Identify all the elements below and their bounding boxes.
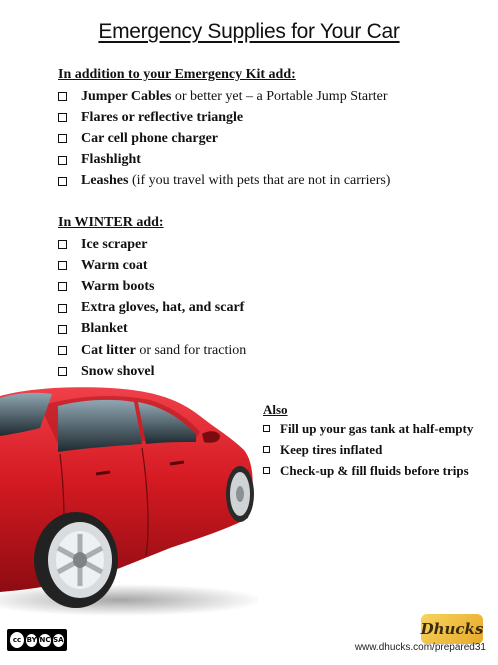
- item-label: Keep tires inflated: [280, 441, 383, 457]
- item-label: Check-up & fill fluids before trips: [280, 462, 469, 478]
- section-heading-kit: In addition to your Emergency Kit add:: [58, 67, 296, 82]
- list-item: [263, 460, 473, 481]
- list-item: [58, 128, 390, 149]
- checkbox-icon: [58, 177, 67, 186]
- dhucks-logo: [421, 614, 483, 644]
- checkbox-icon: [58, 113, 67, 122]
- item-label: Cat litter: [81, 342, 136, 358]
- checkbox-icon: [58, 92, 67, 101]
- list-item: [263, 418, 473, 439]
- item-label: Warm boots: [81, 278, 155, 294]
- checkbox-icon: [263, 467, 270, 474]
- item-label: Fill up your gas tank at half-empty: [280, 420, 474, 436]
- cc-nc-badge: NC: [39, 634, 50, 647]
- checkbox-icon: [58, 346, 67, 355]
- checkbox-icon: [263, 425, 270, 432]
- list-item: [58, 150, 390, 171]
- list-item: [58, 234, 246, 255]
- item-label: Ice scraper: [81, 236, 148, 252]
- item-detail: (if you travel with pets that are not in carriers): [128, 173, 391, 189]
- list-item: [58, 340, 246, 361]
- item-label: Blanket: [81, 321, 128, 337]
- checkbox-icon: [58, 156, 67, 165]
- list-item: [263, 439, 473, 460]
- item-detail: or better yet – a Portable Jump Starter: [171, 88, 388, 104]
- cc-sa-badge: SA: [53, 634, 64, 647]
- page-title: [0, 20, 498, 44]
- cc-badge: cc: [10, 632, 24, 648]
- list-item: [58, 86, 390, 107]
- item-label: Extra gloves, hat, and scarf: [81, 300, 245, 316]
- list-item: [58, 319, 246, 340]
- checkbox-icon: [58, 240, 67, 249]
- checkbox-icon: [58, 325, 67, 334]
- also-heading: Also: [263, 402, 288, 417]
- list-item: [58, 276, 246, 297]
- car-image: [0, 378, 258, 618]
- item-label: Flares or reflective triangle: [81, 109, 244, 125]
- item-label: Car cell phone charger: [81, 130, 218, 146]
- checkbox-icon: [58, 304, 67, 313]
- item-label: Jumper Cables: [81, 88, 172, 104]
- item-label: Snow shovel: [81, 363, 155, 379]
- checkbox-icon: [58, 367, 67, 376]
- section-heading-winter: In WINTER add:: [58, 215, 164, 230]
- website-url: www.dhucks.com/prepared31: [354, 642, 486, 653]
- cc-by-badge: BY: [26, 634, 37, 647]
- list-item: [58, 107, 390, 128]
- item-label: Warm coat: [81, 257, 148, 273]
- checkbox-icon: [58, 134, 67, 143]
- checkbox-icon: [58, 261, 67, 270]
- item-label: Flashlight: [81, 152, 141, 168]
- list-item: [58, 298, 246, 319]
- checkbox-icon: [263, 446, 270, 453]
- logo-text: Dhucks: [420, 620, 484, 638]
- checkbox-icon: [58, 282, 67, 291]
- winter-list: [58, 234, 246, 382]
- kit-list: [58, 86, 390, 192]
- item-detail: or sand for traction: [135, 342, 247, 358]
- list-item: [58, 171, 390, 192]
- also-list: [263, 418, 473, 481]
- list-item: [58, 255, 246, 276]
- creative-commons-icon: [7, 629, 67, 651]
- page-title-text: Emergency Supplies for Your Car: [98, 20, 400, 43]
- item-label: Leashes: [81, 173, 129, 189]
